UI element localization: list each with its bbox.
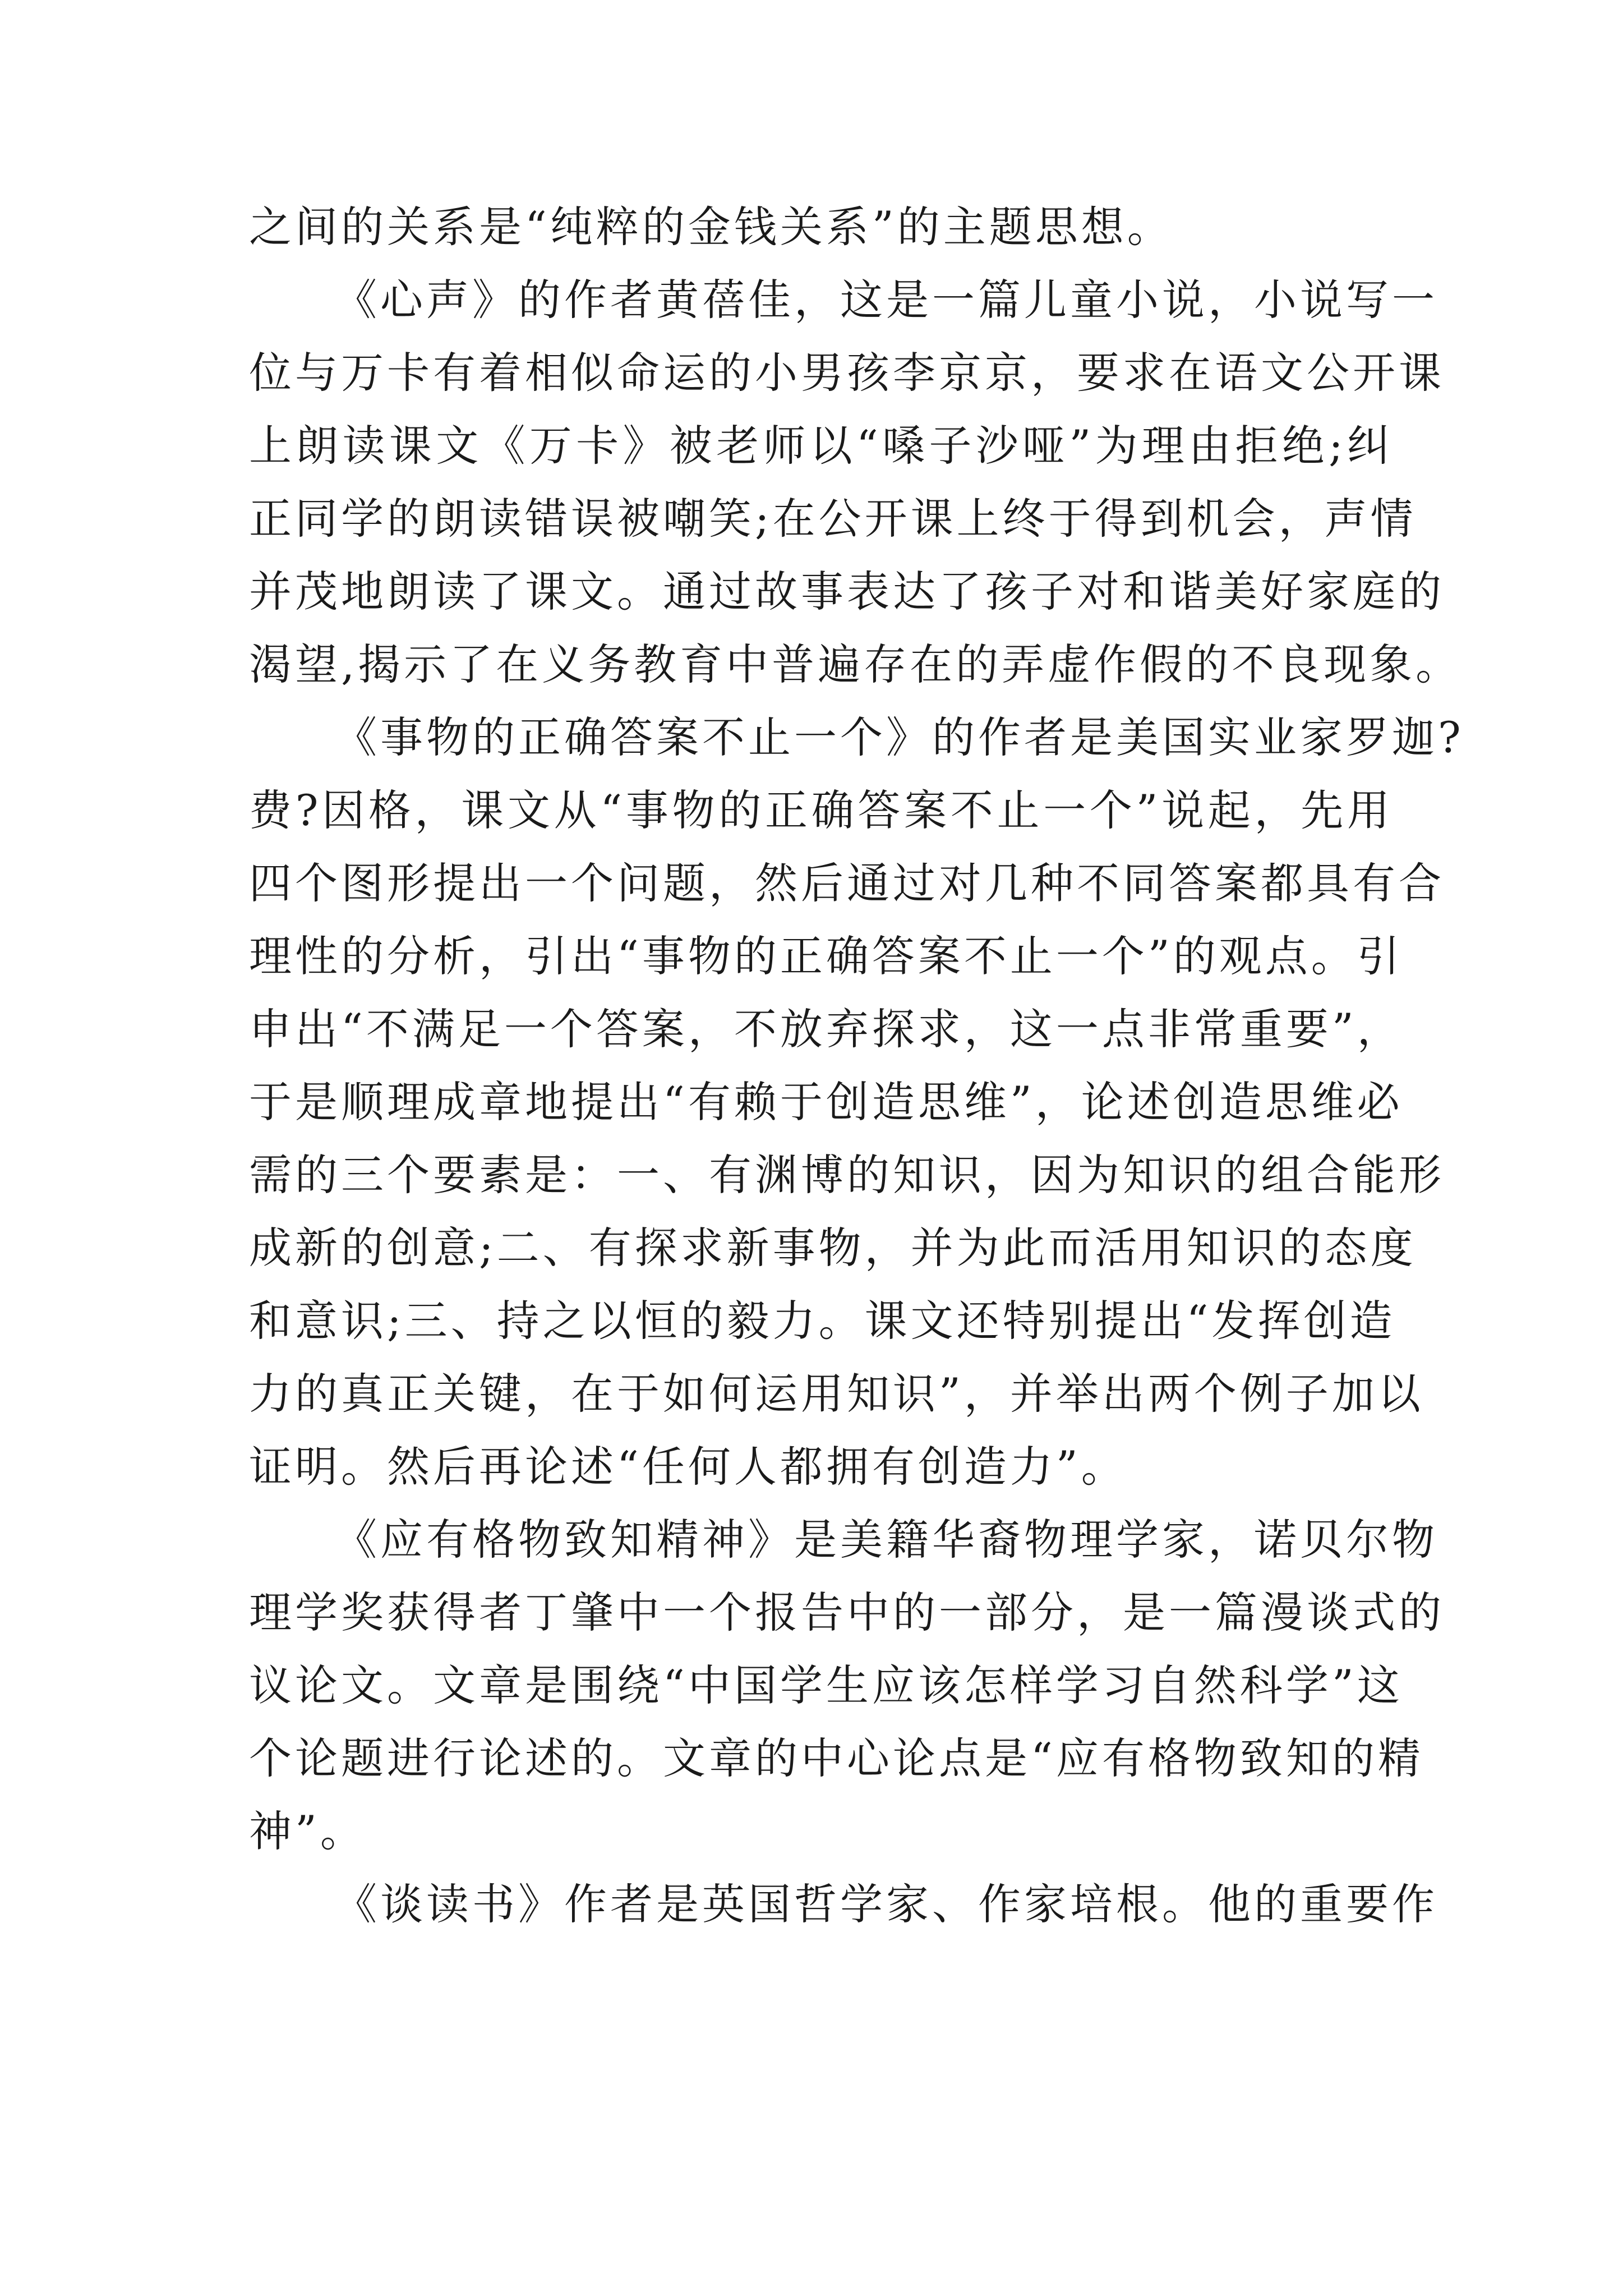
text-line: 理学奖获得者丁肇中一个报告中的一部分，是一篇漫谈式的 <box>249 1588 1445 1637</box>
text-line: 费?因格，课文从“事物的正确答案不止一个”说起，先用 <box>249 785 1393 835</box>
text-line: 《应有格物致知精神》是美籍华裔物理学家，诺贝尔物 <box>334 1515 1438 1565</box>
text-line: 申出“不满足一个答案，不放弃探求，这一点非常重要”， <box>249 1004 1403 1054</box>
paragraph <box>249 701 1464 1503</box>
text-line: 证明。然后再论述“任何人都拥有创造力”。 <box>249 1442 1127 1492</box>
text-line: 和意识;三、持之以恒的毅力。课文还特别提出“发挥创造 <box>249 1296 1396 1346</box>
text-line: 位与万卡有着相似命运的小男孩李京京，要求在语文公开课 <box>249 348 1445 398</box>
paragraph <box>249 191 1393 264</box>
text-line: 成新的创意;二、有探求新事物，并为此而活用知识的态度 <box>249 1223 1417 1273</box>
text-line: 《谈读书》作者是英国哲学家、作家培根。他的重要作 <box>334 1879 1438 1929</box>
body-text <box>249 191 1464 1941</box>
text-line: 四个图形提出一个问题，然后通过对几种不同答案都具有合 <box>249 858 1445 908</box>
paragraph <box>249 1503 1445 1868</box>
text-line: 正同学的朗读错误被嘲笑;在公开课上终于得到机会，声情 <box>249 494 1417 544</box>
text-line: 渴望,揭示了在义务教育中普遍存在的弄虚作假的不良现象。 <box>249 639 1462 689</box>
text-line: 《心声》的作者黄蓓佳，这是一篇儿童小说，小说写一 <box>334 275 1438 325</box>
text-line: 需的三个要素是：一、有渊博的知识，因为知识的组合能形 <box>249 1150 1445 1200</box>
paragraph <box>249 1868 1438 1941</box>
text-line: 上朗读课文《万卡》被老师以“嗓子沙哑”为理由拒绝;纠 <box>249 421 1393 471</box>
text-line: 议论文。文章是围绕“中国学生应该怎样学习自然科学”这 <box>249 1660 1403 1710</box>
text-line: 之间的关系是“纯粹的金钱关系”的主题思想。 <box>249 202 1173 252</box>
text-line: 并茂地朗读了课文。通过故事表达了孩子对和谐美好家庭的 <box>249 567 1445 616</box>
text-line: 理性的分析，引出“事物的正确答案不止一个”的观点。引 <box>249 931 1403 981</box>
text-line: 《事物的正确答案不止一个》的作者是美国实业家罗迦? <box>334 712 1464 762</box>
text-line: 力的真正关键，在于如何运用知识”，并举出两个例子加以 <box>249 1369 1424 1419</box>
text-line: 个论题进行论述的。文章的中心论点是“应有格物致知的精 <box>249 1733 1424 1783</box>
text-line: 于是顺理成章地提出“有赖于创造思维”，论述创造思维必 <box>249 1077 1403 1127</box>
text-line: 神”。 <box>249 1806 366 1856</box>
paragraph <box>249 264 1462 701</box>
